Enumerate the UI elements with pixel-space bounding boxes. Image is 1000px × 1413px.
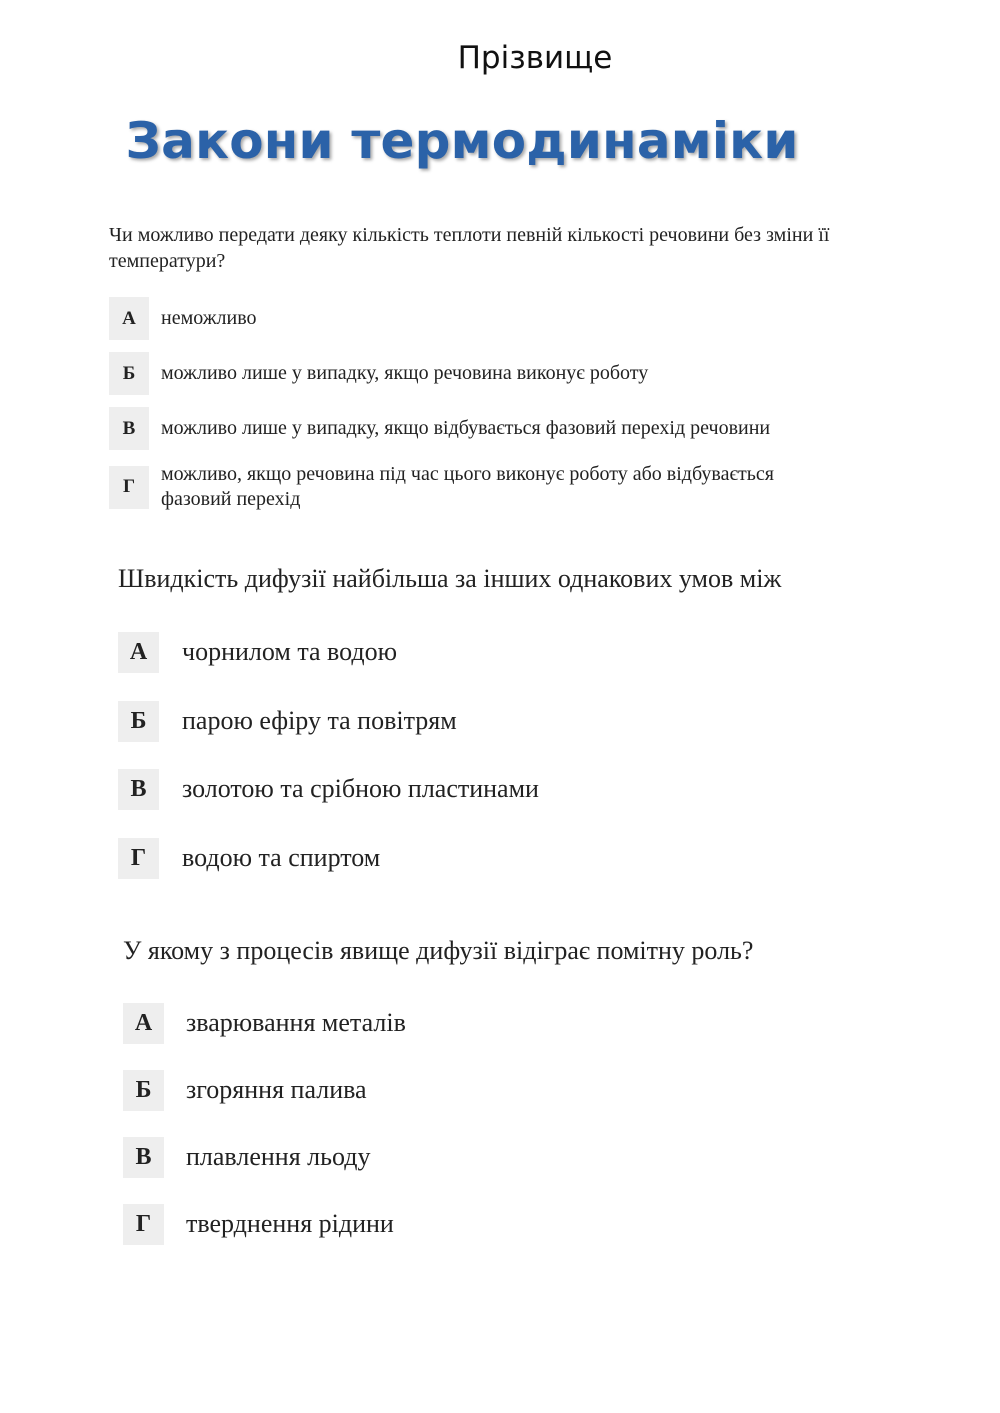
- question-1-text: Чи можливо передати деяку кількість теплоти певній кількості речовини без зміни її температури?: [109, 224, 830, 272]
- question-3-option-c[interactable]: [123, 1137, 883, 1178]
- question-3: [123, 934, 883, 1239]
- question-1: [109, 222, 849, 510]
- option-letter-box: Г: [118, 838, 159, 879]
- option-letter-box: В: [109, 407, 149, 450]
- option-letter-box: А: [109, 297, 149, 340]
- question-3-option-a[interactable]: [123, 1003, 883, 1044]
- question-1-option-c[interactable]: [109, 407, 849, 450]
- option-letter-box: В: [123, 1137, 164, 1178]
- option-letter-box: В: [118, 769, 159, 810]
- question-3-text: У якому з процесів явище дифузії відіграє помітну роль?: [123, 936, 754, 965]
- page-title: Закони термодинаміки: [125, 112, 799, 170]
- question-2: [118, 562, 878, 873]
- option-text: можливо, якщо речовина під час цього виконує роботу або відбувається фазовий перехід: [161, 463, 774, 510]
- option-text: неможливо: [161, 307, 257, 329]
- option-text: чорнилом та водою: [182, 637, 398, 667]
- question-3-option-d[interactable]: [123, 1204, 883, 1245]
- option-text: згоряння палива: [186, 1075, 367, 1105]
- option-text: можливо лише у випадку, якщо відбувається фазовий перехід речовини: [161, 417, 771, 439]
- option-text: зварювання металів: [186, 1008, 406, 1038]
- option-letter-box: А: [118, 632, 159, 673]
- option-letter-box: А: [123, 1003, 164, 1044]
- question-1-option-a[interactable]: [109, 297, 849, 340]
- option-letter-box: Б: [118, 701, 159, 742]
- option-text: золотою та срібною пластинами: [182, 774, 539, 804]
- surname-label: Прізвище: [457, 40, 613, 76]
- option-letter-box: Г: [123, 1204, 164, 1245]
- question-1-option-b[interactable]: [109, 352, 849, 395]
- option-letter-box: Б: [109, 352, 149, 395]
- option-letter-box: Б: [123, 1070, 164, 1111]
- question-2-option-c[interactable]: [118, 769, 878, 810]
- option-text: можливо лише у випадку, якщо речовина виконує роботу: [161, 362, 649, 384]
- question-2-option-a[interactable]: [118, 632, 878, 673]
- question-1-option-d[interactable]: [109, 462, 849, 512]
- question-3-option-b[interactable]: [123, 1070, 883, 1111]
- option-text: плавлення льоду: [186, 1142, 371, 1172]
- question-2-option-d[interactable]: [118, 838, 878, 879]
- option-text: водою та спиртом: [182, 843, 381, 873]
- question-2-option-b[interactable]: [118, 701, 878, 742]
- option-text: парою ефіру та повітрям: [182, 706, 457, 736]
- question-2-text: Швидкість дифузії найбільша за інших однакових умов між: [118, 564, 782, 593]
- option-text: тверднення рідини: [186, 1209, 394, 1239]
- option-letter-box: Г: [109, 466, 149, 509]
